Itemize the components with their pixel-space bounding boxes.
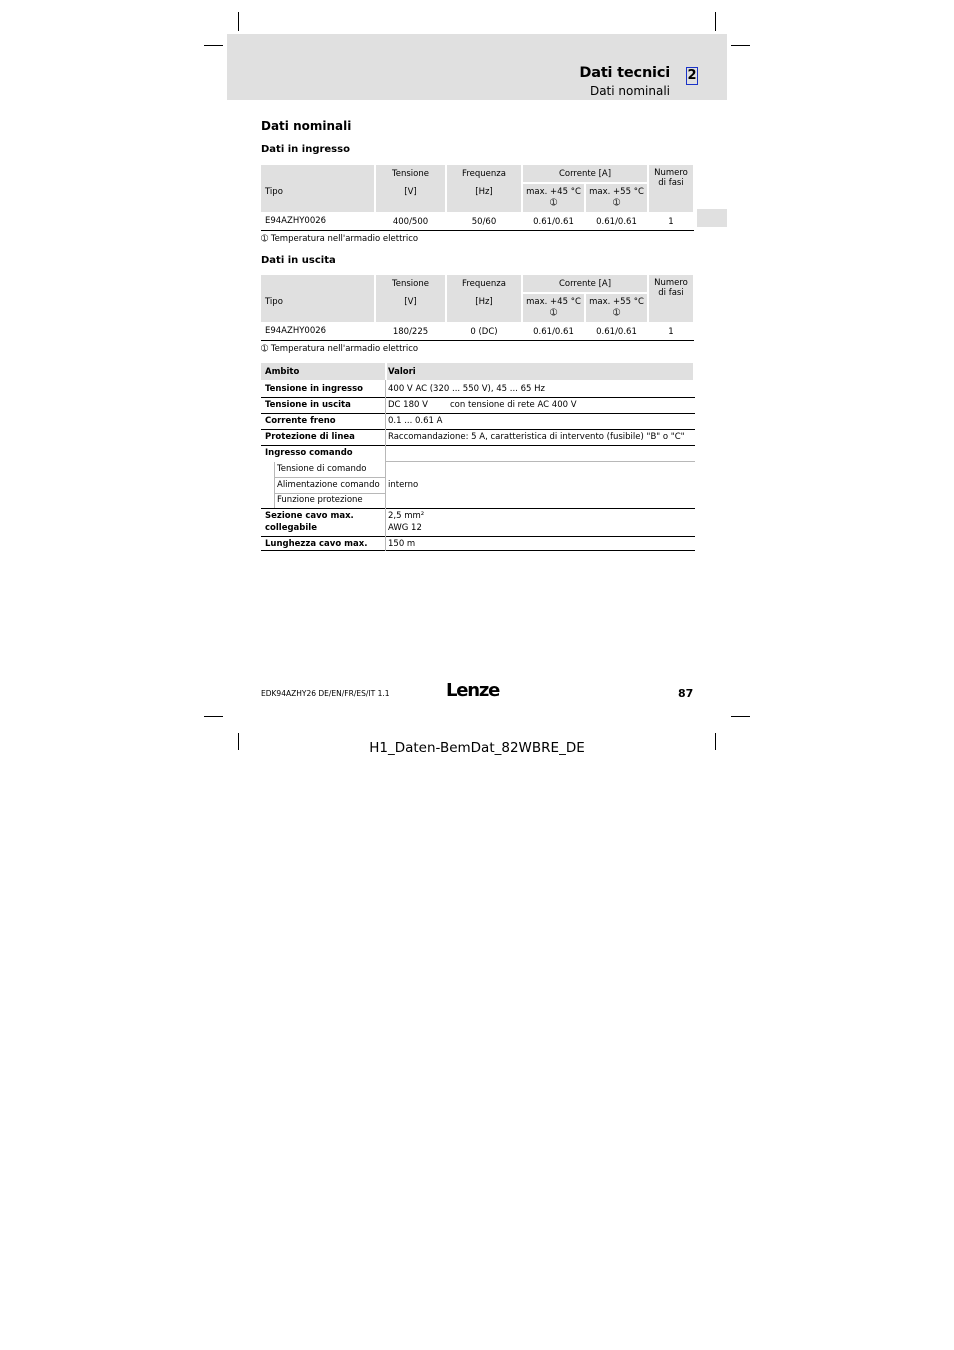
col-header-fasi: Numero di fasi — [649, 165, 693, 212]
col-header-fasi: Numero di fasi — [649, 275, 693, 322]
chapter-number[interactable]: 2 — [687, 68, 697, 83]
sub-row-label: Tensione di comando — [277, 464, 367, 474]
chapter-subtitle: Dati nominali — [589, 84, 670, 98]
crop-mark — [204, 716, 223, 717]
spec-header-row: Ambito Valori — [261, 363, 693, 380]
crop-mark — [731, 45, 750, 46]
row-rule — [274, 493, 386, 494]
col-header-frequenza: Frequenza [Hz] — [447, 165, 521, 212]
row-rule — [274, 477, 386, 478]
sub-row-label: Funzione protezione — [277, 495, 363, 505]
output-footnote: ➀ Temperatura nell'armadio elettrico — [261, 344, 419, 354]
cell-fasi: 1 — [668, 217, 674, 227]
divider — [385, 363, 387, 380]
crop-mark — [731, 716, 750, 717]
spec-row: Lunghezza cavo max. 150 m — [265, 539, 416, 549]
cell-c55: 0.61/0.61 — [596, 327, 637, 337]
spec-row: Protezione di linea Raccomandazione: 5 A, caratteristica di intervento (fusibile) "B" o "C" — [265, 432, 685, 442]
spec-row: Tensione in uscita DC 180 V con tensione di rete AC 400 V — [265, 400, 577, 410]
col-header-corrente: Corrente [A] — [523, 165, 647, 182]
row-rule — [261, 550, 695, 551]
sub-row-label: Alimentazione comando — [277, 480, 380, 490]
chapter-title: Dati tecnici — [579, 65, 670, 81]
col-header-c55: max. +55 °C ➀ — [586, 294, 647, 322]
table-rule — [261, 230, 694, 231]
crop-mark — [204, 45, 223, 46]
col-header-c55: max. +55 °C ➀ — [586, 184, 647, 212]
page-number: 87 — [678, 687, 694, 700]
cell-c45: 0.61/0.61 — [533, 327, 574, 337]
side-tab — [697, 209, 727, 227]
col-header-c45: max. +45 °C ➀ — [523, 294, 584, 322]
col-header-frequenza: Frequenza [Hz] — [447, 275, 521, 322]
cell-frequenza: 0 (DC) — [470, 327, 498, 337]
cell-tensione: 180/225 — [392, 327, 429, 337]
cell-tipo: E94AZHY0026 — [265, 216, 327, 226]
spec-row: Sezione cavo max. collegabile 2,5 mm² AWG 12 — [265, 511, 425, 533]
cell-frequenza: 50/60 — [471, 217, 497, 227]
input-footnote: ➀ Temperatura nell'armadio elettrico — [261, 234, 419, 244]
input-table-title: Dati in ingresso — [261, 144, 350, 155]
column-divider — [385, 380, 386, 551]
col-header-corrente: Corrente [A] — [523, 275, 647, 292]
cell-tipo: E94AZHY0026 — [265, 326, 327, 336]
document-code: EDK94AZHY26 DE/EN/FR/ES/IT 1.1 — [261, 689, 390, 698]
divider — [274, 462, 275, 508]
row-rule — [386, 461, 695, 462]
sub-row-value: interno — [388, 480, 419, 490]
output-table-title: Dati in uscita — [261, 255, 336, 266]
cell-tensione: 400/500 — [392, 217, 429, 227]
crop-mark — [238, 12, 239, 31]
section-title: Dati nominali — [261, 119, 352, 133]
lenze-logo: Lenze — [446, 680, 500, 701]
cell-c45: 0.61/0.61 — [533, 217, 574, 227]
col-header-tensione: Tensione [V] — [376, 165, 445, 212]
input-table — [261, 165, 694, 231]
output-table — [261, 275, 694, 341]
col-header-tipo: Tipo — [261, 165, 374, 212]
cell-fasi: 1 — [668, 327, 674, 337]
spec-row: Ingresso comando — [265, 448, 353, 458]
spec-row: Corrente freno 0.1 ... 0.61 A — [265, 416, 443, 426]
col-header-tipo: Tipo — [261, 275, 374, 322]
col-header-tensione: Tensione [V] — [376, 275, 445, 322]
spec-row: Tensione in ingresso 400 V AC (320 ... 550 V), 45 ... 65 Hz — [265, 384, 545, 394]
page-header — [227, 34, 727, 100]
table-rule — [261, 340, 694, 341]
job-name: H1_Daten-BemDat_82WBRE_DE — [369, 740, 585, 756]
cell-c55: 0.61/0.61 — [596, 217, 637, 227]
col-header-c45: max. +45 °C ➀ — [523, 184, 584, 212]
crop-mark — [715, 12, 716, 31]
